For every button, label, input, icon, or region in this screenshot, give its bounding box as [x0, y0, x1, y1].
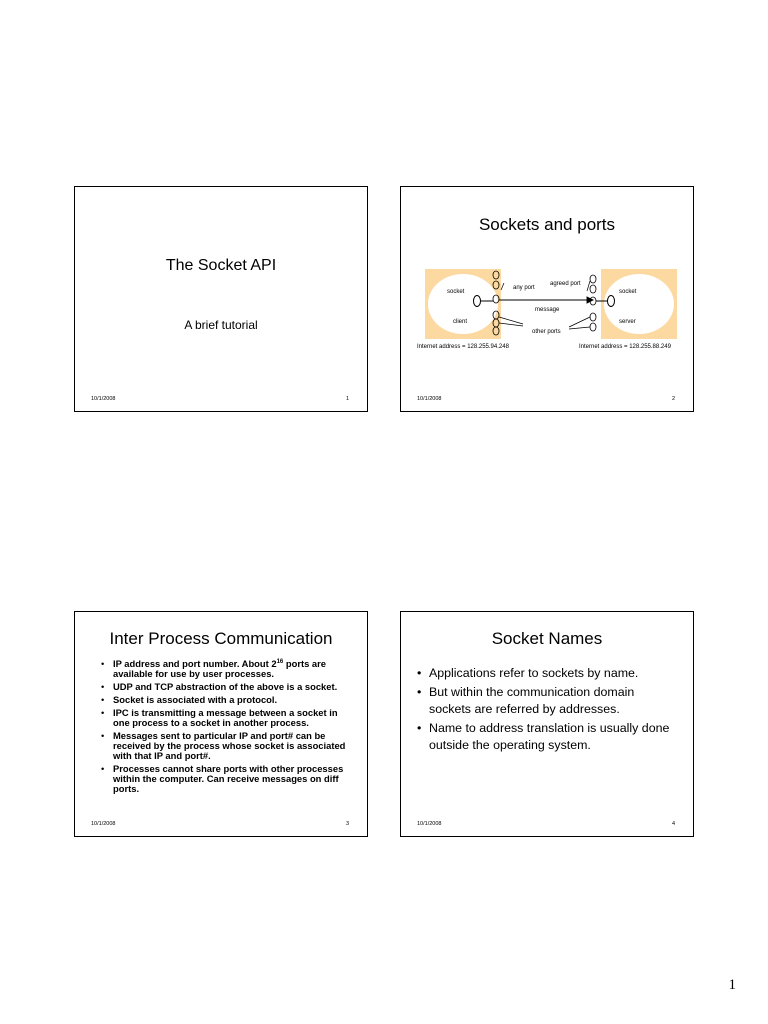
- slide-date: 10/1/2008: [91, 396, 116, 402]
- label-any-port: any port: [513, 285, 535, 291]
- message-arrow: [499, 297, 593, 303]
- slide-date: 10/1/2008: [417, 821, 442, 827]
- slide-number: 4: [671, 821, 675, 827]
- slide-number: 2: [671, 396, 675, 402]
- slide-date: 10/1/2008: [417, 396, 442, 402]
- label-agreed-port: agreed port: [550, 281, 581, 287]
- list-item: • IPC is transmitting a message between a socket in one process to a socket in another process.: [93, 708, 355, 728]
- server-circle: [604, 274, 674, 334]
- label-socket-left: socket: [447, 289, 465, 295]
- label-other-ports: other ports: [532, 329, 561, 335]
- label-message: message: [535, 307, 560, 313]
- list-item: • But within the communication domain sockets are referred by addresses.: [415, 684, 679, 718]
- page-number: 1: [728, 977, 736, 993]
- bullet-list: [415, 665, 679, 756]
- slide-title: Sockets and ports: [478, 215, 616, 234]
- client-circle: [428, 274, 498, 334]
- label-server: server: [619, 319, 636, 325]
- slide-2: [400, 186, 694, 412]
- label-client: client: [453, 319, 468, 325]
- slide-3: [74, 611, 368, 837]
- slide-subtitle: A brief tutorial: [184, 318, 258, 332]
- slide-date: 10/1/2008: [91, 821, 116, 827]
- list-item: • Socket is associated with a protocol.: [93, 695, 355, 705]
- list-item: • Name to address translation is usually done outside the operating system.: [415, 720, 679, 754]
- bullet-list: [93, 659, 355, 797]
- label-socket-right: socket: [619, 289, 637, 295]
- server-ports: [590, 275, 596, 331]
- slide-number: 1: [345, 396, 349, 402]
- slide-1: [74, 186, 368, 412]
- slide-4: [400, 611, 694, 837]
- list-item: • IP address and port number. About $2^{16}$ ports are available for use by user processes.: [93, 659, 355, 679]
- slide-title: The Socket API: [165, 257, 277, 274]
- slide-title: Inter Process Communication: [109, 629, 333, 648]
- address-left: Internet address = 128.255.94.248: [417, 344, 509, 350]
- sockets-ports-diagram: [413, 265, 689, 355]
- list-item: • Messages sent to particular IP and port# can be received by the process whose socket is associated with that IP and port#.: [93, 731, 355, 761]
- list-item: • UDP and TCP abstraction of the above is a socket.: [93, 682, 355, 692]
- list-item: • Applications refer to sockets by name.: [415, 665, 679, 682]
- slide-title: Socket Names: [491, 629, 603, 648]
- list-item: • Processes cannot share ports with other processes within the computer. Can receive messages on diff ports.: [93, 764, 355, 794]
- address-right: Internet address = 128.255.88.249: [579, 344, 671, 350]
- slide-number: 3: [345, 821, 349, 827]
